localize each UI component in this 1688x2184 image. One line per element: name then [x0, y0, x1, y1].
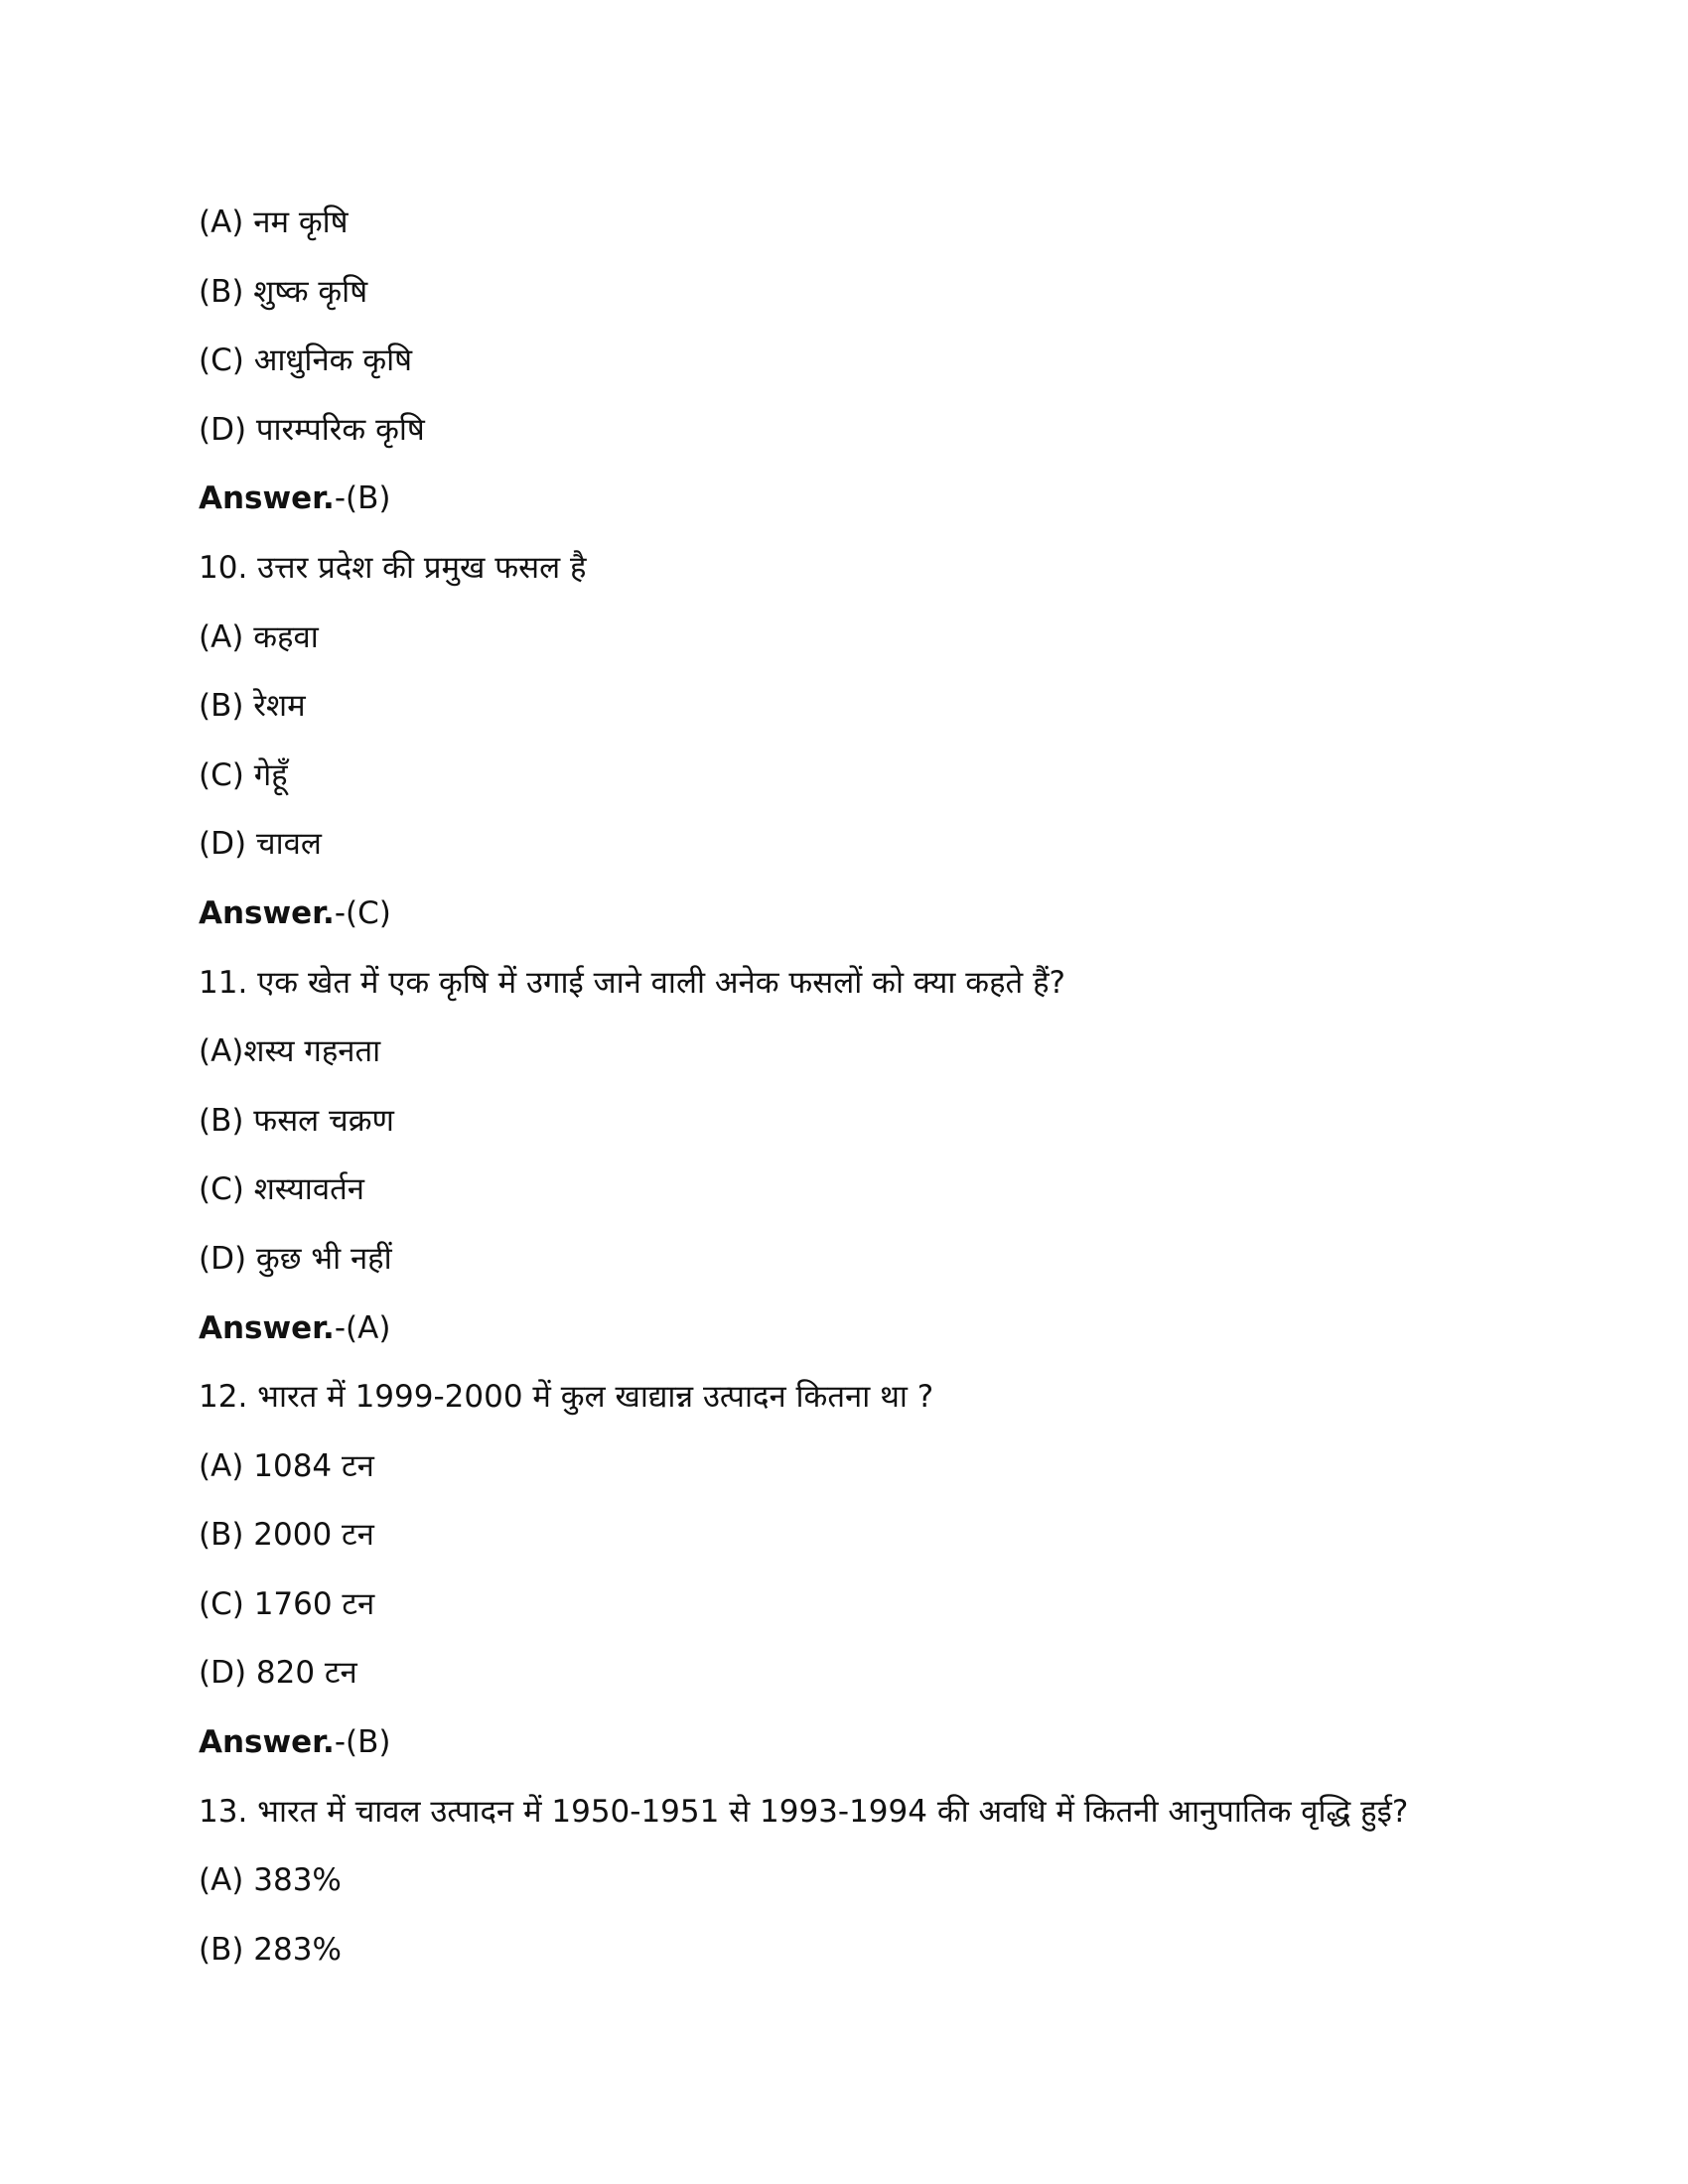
option-line: (D) चावल	[199, 826, 322, 863]
option-line: (A) नम कृषि	[199, 205, 349, 240]
option-line: (C) आधुनिक कृषि	[199, 342, 413, 379]
answer-value: -(C)	[334, 894, 391, 931]
option-line: (B) रेशम	[199, 688, 306, 725]
answer-line	[199, 1714, 1589, 1784]
option-line: (C) 1760 टन	[199, 1585, 375, 1622]
answer-value: -(A)	[334, 1309, 391, 1346]
answer-label: Answer.	[199, 894, 335, 931]
option-line: (D) 820 टन	[199, 1655, 357, 1692]
option-line: (C) शस्यावर्तन	[199, 1171, 364, 1208]
question-line: 13. भारत में चावल उत्पादन में 1950-1951 से 1993-1994 की अवधि में कितनी आनुपातिक वृद्धि हुई?	[199, 1793, 1409, 1830]
option-line: (B) शुष्क कृषि	[199, 273, 368, 310]
answer-line	[199, 1300, 1589, 1370]
option-line: (C) गेहूँ	[199, 756, 288, 793]
option-line: (D) पारम्परिक कृषि	[199, 411, 425, 448]
answer-line	[199, 886, 1589, 955]
option-line: (A)शस्य गहनता	[199, 1033, 381, 1070]
option-line: (A) 1084 टन	[199, 1447, 374, 1484]
option-line: (B) 283%	[199, 1931, 342, 1968]
option-line: (A) कहवा	[199, 618, 319, 655]
option-line: (B) 2000 टन	[199, 1517, 374, 1554]
question-line: 11. एक खेत में एक कृषि में उगाई जाने वाली अनेक फसलों को क्या कहते हैं?	[199, 964, 1065, 1001]
option-line: (B) फसल चक्रण	[199, 1102, 394, 1139]
document-page	[199, 195, 1589, 1990]
answer-label: Answer.	[199, 480, 335, 517]
question-line: 12. भारत में 1999-2000 में कुल खाद्यान्न उत्पादन कितना था ?	[199, 1379, 934, 1416]
answer-line	[199, 471, 1589, 540]
question-line: 10. उत्तर प्रदेश की प्रमुख फसल है	[199, 549, 587, 586]
answer-label: Answer.	[199, 1724, 335, 1761]
answer-label: Answer.	[199, 1309, 335, 1346]
option-line: (D) कुछ भी नहीं	[199, 1240, 392, 1277]
answer-value: -(B)	[334, 480, 391, 517]
option-line: (A) 383%	[199, 1862, 342, 1899]
answer-value: -(B)	[334, 1724, 391, 1761]
